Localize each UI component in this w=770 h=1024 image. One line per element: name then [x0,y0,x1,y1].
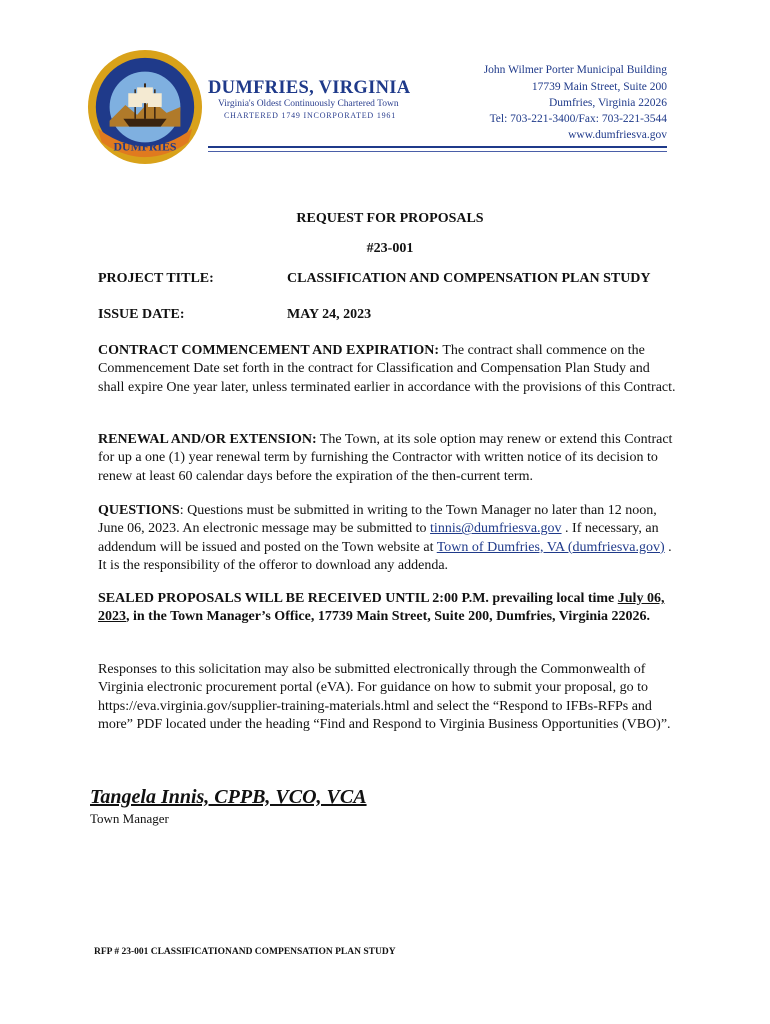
questions-text-3: . It is the responsibility of the offeror to download any addenda. [98,539,672,573]
city-address: Dumfries, Virginia 22026 [548,97,667,109]
page-footer: RFP # 23-001 CLASSIFICATIONAND COMPENSATION PLAN STUDY [94,947,396,957]
building-name: John Wilmer Porter Municipal Building [483,64,667,76]
issue-date-value: MAY 24, 2023 [287,307,372,322]
header-rule-thin [208,151,667,152]
email-link[interactable]: tinnis@dumfriesva.gov [430,521,562,537]
renewal-text: The Town, at its sole option may renew or extend this Contract for up a one (1) year renewal term by furnishing the Contractor with written notice of its decision to renew at least 60 calendar days before the expiration of the then-current term. [98,432,673,484]
phone-fax: Tel: 703-221-3400/Fax: 703-221-3544 [489,113,667,125]
contract-text: The contract shall commence on the Commencement Date set forth in the contract for Classification and Compensation Plan Study and shall expire One year later, unless terminated earlier in accordance with the provisions of this Contract. [98,343,676,395]
sealed-text-2: , in the Town Manager’s Office, 17739 Main Street, Suite 200, Dumfries, Virginia 22026. [126,609,651,625]
questions-label: QUESTIONS [98,503,180,518]
town-name: DUMFRIES, VIRGINIA [208,78,411,98]
questions-paragraph [98,502,678,575]
website-address: www.dumfriesva.gov [568,129,667,141]
contract-label: CONTRACT COMMENCEMENT AND EXPIRATION: [98,343,440,358]
questions-text: : Questions must be submitted in writing to the Town Manager no later than 12 noon, June 06, 2023. An electronic message may be submitted to [98,503,657,537]
signature-name: Tangela Innis, CPPB, VCO, VCA [90,786,367,808]
document-heading: REQUEST FOR PROPOSALS [296,211,484,226]
project-title-label: PROJECT TITLE: [98,271,214,286]
renewal-label: RENEWAL AND/OR EXTENSION: [98,432,317,447]
project-title-value: CLASSIFICATION AND COMPENSATION PLAN STUDY [287,271,651,286]
street-address: 17739 Main Street, Suite 200 [531,81,667,93]
header-rule [208,146,667,148]
seal-banner-text: DUMFRIES [113,139,177,154]
renewal-paragraph [98,431,678,486]
questions-text-2: . If necessary, an addendum will be issued and posted on the Town website at [98,521,659,555]
sealed-proposals-paragraph [98,590,678,627]
town-tagline: Virginia's Oldest Continuously Chartered Town [218,99,399,109]
issue-date-label: ISSUE DATE: [98,307,185,322]
responses-paragraph: Responses to this solicitation may also be submitted electronically through the Commonwealth of Virginia electronic procurement portal (eVA). For guidance on how to submit your proposal, go to https://eva.virginia.gov/supplier-training-materials.html and select the “Respond to IFBs-RFPs and more” PDF located under the heading “Find and Respond to Virginia Business Opportunities (VBO)”. [98,662,671,732]
rfp-number: #23-001 [366,241,414,256]
due-date: July 06, 2023 [98,591,665,625]
sealed-text: SEALED PROPOSALS WILL BE RECEIVED UNTIL 2:00 P.M. prevailing local time [98,591,618,606]
town-website-link[interactable]: Town of Dumfries, VA (dumfriesva.gov) [436,539,665,555]
contract-paragraph [98,342,678,397]
chartered-line: CHARTERED 1749 INCORPORATED 1961 [224,111,397,120]
signature-role: Town Manager [90,811,169,826]
town-seal-logo [86,48,204,166]
